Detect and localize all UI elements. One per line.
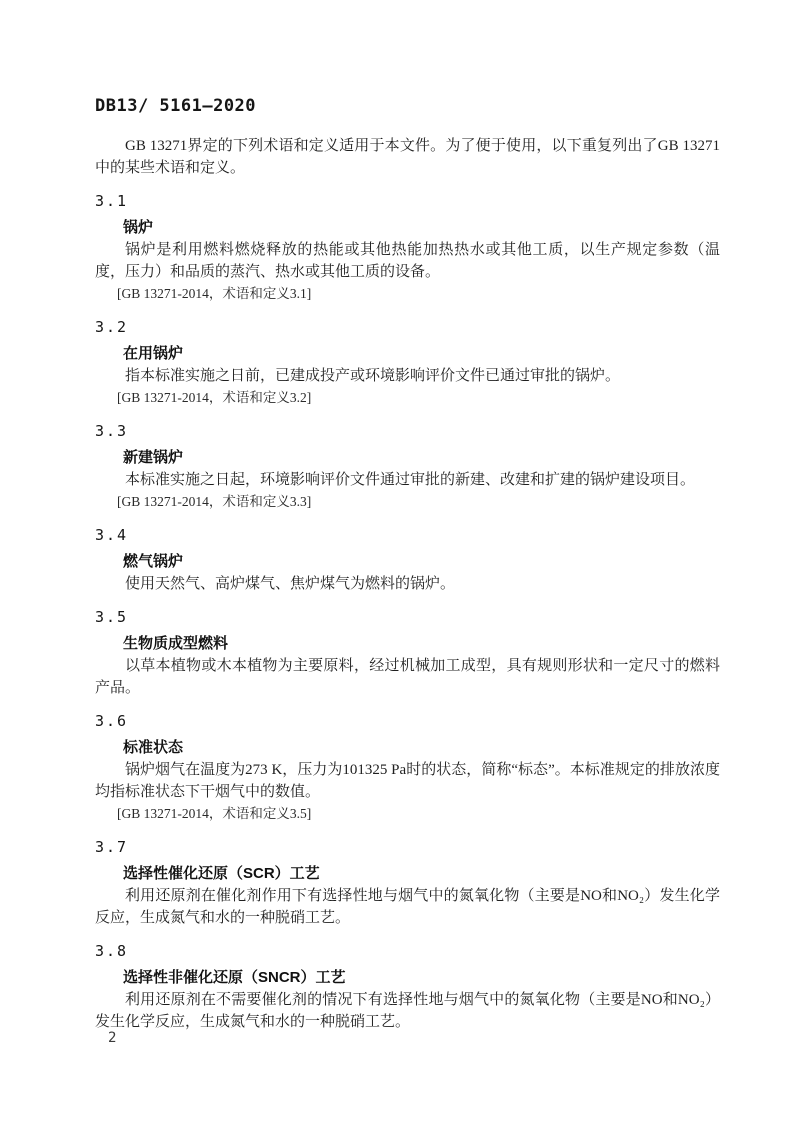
section-3-2 (95, 316, 720, 409)
section-3-1 (95, 190, 720, 305)
section-3-5 (95, 606, 720, 699)
source-reference: [GB 13271-2014，术语和定义3.5] (117, 806, 312, 821)
term-definition: 以草本植物或木本植物为主要原料，经过机械加工成型，具有规则形状和一定尺寸的燃料产品。 (95, 658, 720, 696)
term-title: 标准状态 (123, 739, 184, 756)
source-reference: [GB 13271-2014，术语和定义3.3] (117, 494, 312, 509)
source-reference: [GB 13271-2014，术语和定义3.2] (117, 390, 312, 405)
term-definition: 利用还原剂在不需要催化剂的情况下有选择性地与烟气中的氮氧化物（主要是NO和NO₂）发生化学反应，生成氮气和水的一种脱硝工艺。 (95, 992, 720, 1030)
term-title: 锅炉 (123, 219, 154, 236)
section-3-4 (95, 524, 720, 595)
section-number: 3.3 (95, 422, 129, 440)
term-title: 燃气锅炉 (123, 553, 184, 570)
section-3-6 (95, 710, 720, 825)
section-number: 3.4 (95, 526, 129, 544)
section-number: 3.2 (95, 318, 129, 336)
section-number: 3.1 (95, 192, 129, 210)
section-3-7 (95, 836, 720, 929)
term-definition: 锅炉烟气在温度为273 K，压力为101325 Pa时的状态，简称“标态”。本标准规定的排放浓度均指标准状态下干烟气中的数值。 (95, 762, 720, 800)
section-3-8 (95, 940, 720, 1033)
term-title: 选择性催化还原（SCR）工艺 (123, 865, 320, 882)
term-title: 选择性非催化还原（SNCR）工艺 (123, 969, 346, 986)
source-reference: [GB 13271-2014，术语和定义3.1] (117, 286, 312, 301)
term-definition: 本标准实施之日起，环境影响评价文件通过审批的新建、改建和扩建的锅炉建设项目。 (125, 472, 696, 488)
page-number: 2 (108, 1030, 117, 1046)
term-definition: 指本标准实施之日前，已建成投产或环境影响评价文件已通过审批的锅炉。 (125, 368, 621, 384)
term-definition: 锅炉是利用燃料燃烧释放的热能或其他热能加热热水或其他工质，以生产规定参数（温度，压力）和品质的蒸汽、热水或其他工质的设备。 (95, 242, 720, 280)
term-definition: 使用天然气、高炉煤气、焦炉煤气为燃料的锅炉。 (125, 576, 456, 592)
section-number: 3.5 (95, 608, 129, 626)
section-number: 3.8 (95, 942, 129, 960)
term-definition: 利用还原剂在催化剂作用下有选择性地与烟气中的氮氧化物（主要是NO和NO₂）发生化学反应，生成氮气和水的一种脱硝工艺。 (95, 888, 720, 926)
term-title: 在用锅炉 (123, 345, 184, 362)
page-content (95, 95, 720, 1033)
section-number: 3.6 (95, 712, 129, 730)
term-title: 新建锅炉 (123, 449, 184, 466)
term-title: 生物质成型燃料 (123, 635, 229, 652)
document-code: DB13/ 5161—2020 (95, 96, 257, 116)
section-3-3 (95, 420, 720, 513)
intro-paragraph: GB 13271界定的下列术语和定义适用于本文件。为了便于使用，以下重复列出了GB 13271中的某些术语和定义。 (95, 138, 720, 176)
section-number: 3.7 (95, 838, 129, 856)
